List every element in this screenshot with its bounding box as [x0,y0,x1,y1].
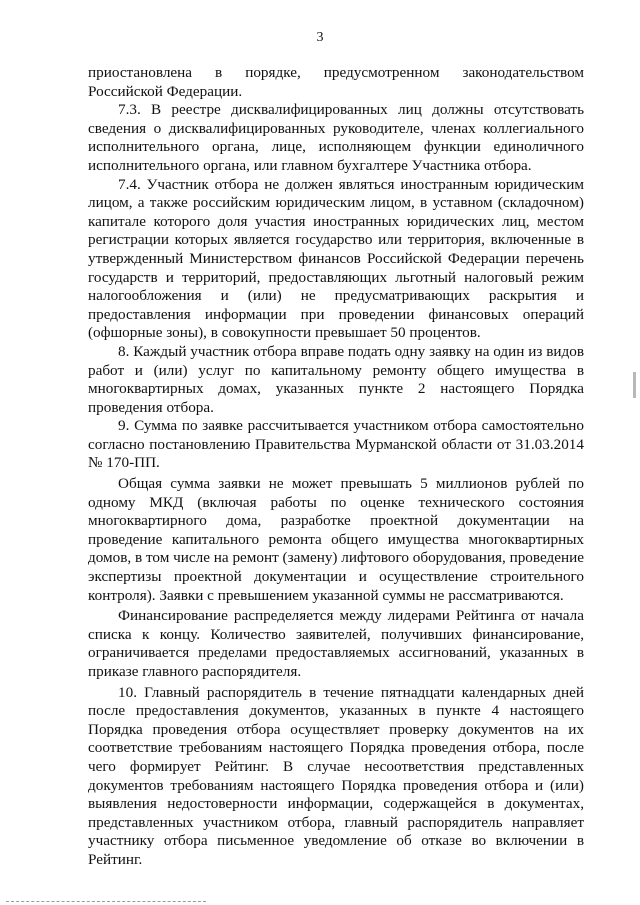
scan-edge-mark [633,372,636,398]
document-body [88,64,584,870]
page-number: 3 [316,30,324,45]
paragraph-10: 10. Главный распорядитель в течение пятнадцати календарных дней после предоставления документов, указанных в пункте 4 настоящего Порядка проведения отбора осуществляет проверку документов на их соответствие требованиям настоящего Порядка проведения отбора, после чего формирует Рейтинг. В случае несоответствия представленных документов требованиям настоящего Порядка проведения отбора и (или) выявления недостоверности информации, содержащейся в документах, представленных участником отбора, главный распорядитель направляет участнику отбора письменное уведомление об отказе во включении в Рейтинг. [88,683,584,868]
paragraph-8: 8. Каждый участник отбора вправе подать одну заявку на один из видов работ и (или) услуг по капитальному ремонту общего имущества в многоквартирных домах, указанных пункте 2 настоящего Порядка проведения отбора. [88,342,584,416]
paragraph-total-sum: Общая сумма заявки не может превышать 5 миллионов рублей по одному МКД (включая работы по оценке технического состояния многоквартирного дома, разработке проектной документации на проведение капитального ремонта общего имущества многоквартирных домов, в том числе на ремонт (замену) лифтового оборудования, проведение экспертизы проектной документации и осуществление строительного контроля). Заявки с превышением указанной суммы не рассматриваются. [88,475,584,604]
footer-dashed-line [6,901,206,902]
paragraph-continuation: приостановлена в порядке, предусмотренном законодательством Российской Федерации. [88,64,584,100]
paragraph-9: 9. Сумма по заявке рассчитывается участником отбора самостоятельно согласно постановлению Правительства Мурманской области от 31.03.2014 № 170-ПП. [88,417,584,472]
paragraph-financing: Финансирование распределяется между лидерами Рейтинга от начала списка к концу. Количество заявителей, получивших финансирование, ограничивается пределами предоставляемых ассигнований, указанных в приказе главного распорядителя. [88,607,584,680]
paragraph-7-3: 7.3. В реестре дисквалифицированных лиц должны отсутствовать сведения о дисквалифицированных руководителе, членах коллегиального исполнительного органа, лице, исполняющем функции единоличного исполнительного органа, или главном бухгалтере Участника отбора. [88,101,584,174]
paragraph-7-4: 7.4. Участник отбора не должен являться иностранным юридическим лицом, а также российским юридическим лицом, в уставном (складочном) капитале которого доля участия иностранных юридических лиц, местом регистрации которых является государство или территория, включенные в утвержденный Министерством финансов Российской Федерации перечень государств и территорий, предоставляющих льготный налоговый режим налогообложения и (или) не предусматривающих раскрытия и предоставления информации при проведении финансовых операций (офшорные зоны), в совокупности превышает 50 процентов. [88,175,584,342]
